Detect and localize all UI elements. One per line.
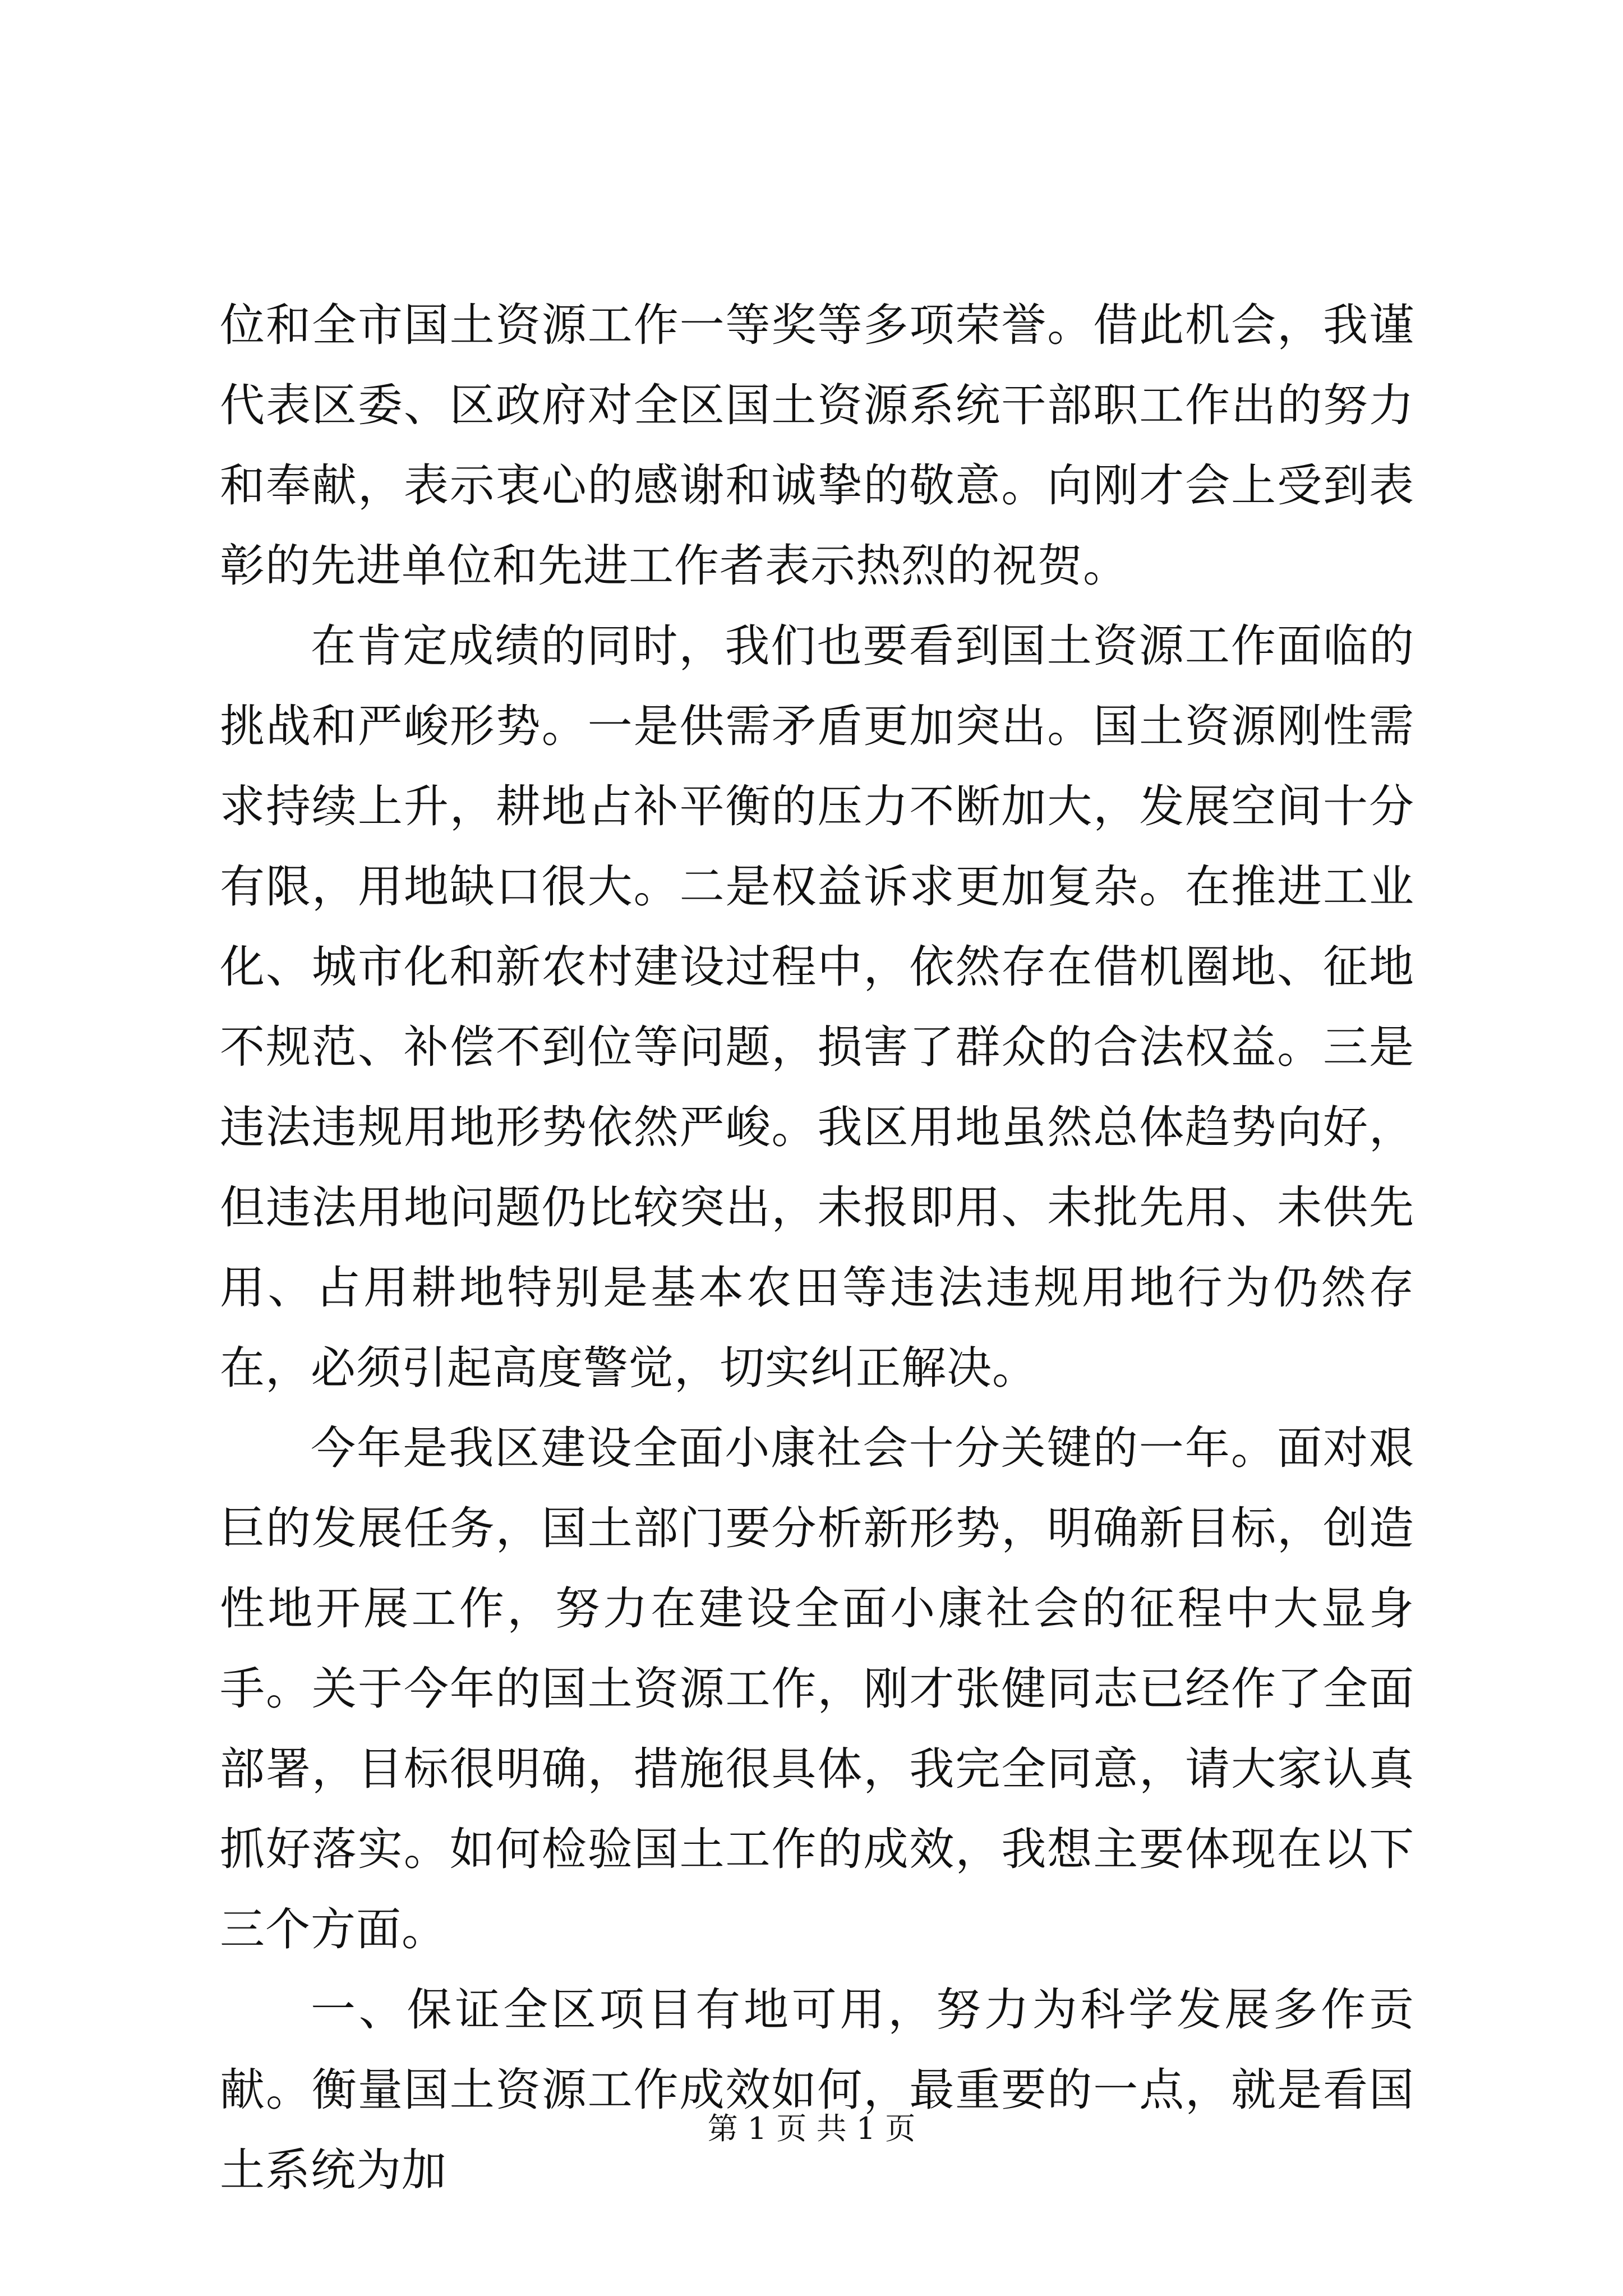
paragraph-2: 在肯定成绩的同时，我们也要看到国土资源工作面临的挑战和严峻形势。一是供需矛盾更加突出。国土资源刚性需求持续上升，耕地占补平衡的压力不断加大，发展空间十分有限，用地缺口很大。二是权益诉求更加复杂。在推进工业化、城市化和新农村建设过程中，依然存在借机圈地、征地不规范、补偿不到位等问题，损害了群众的合法权益。三是违法违规用地形势依然严峻。我区用地虽然总体趋势向好，但违法用地问题仍比较突出，未报即用、未批先用、未供先用、占用耕地特别是基本农田等违法违规用地行为仍然存在，必须引起高度警觉，切实纠正解决。 xyxy=(220,620,1414,1394)
paragraph-3: 今年是我区建设全面小康社会十分关键的一年。面对艰巨的发展任务，国土部门要分析新形势，明确新目标，创造性地开展工作，努力在建设全面小康社会的征程中大显身手。关于今年的国土资源工作，刚才张健同志已经作了全面部署，目标很明确，措施很具体，我完全同意，请大家认真抓好落实。如何检验国土工作的成效，我想主要体现在以下三个方面。 xyxy=(220,1422,1414,1955)
page-footer: 第 1 页 共 1 页 xyxy=(707,2111,916,2146)
document-body xyxy=(220,285,1414,2210)
paragraph-4: 一、保证全区项目有地可用，努力为科学发展多作贡献。衡量国土资源工作成效如何，最重要的一点，就是看国土系统为加 xyxy=(220,1984,1414,2196)
paragraph-1: 位和全市国土资源工作一等奖等多项荣誉。借此机会，我谨代表区委、区政府对全区国土资源系统干部职工作出的努力和奉献，表示衷心的感谢和诚挚的敬意。向刚才会上受到表彰的先进单位和先进工作者表示热烈的祝贺。 xyxy=(220,299,1414,592)
